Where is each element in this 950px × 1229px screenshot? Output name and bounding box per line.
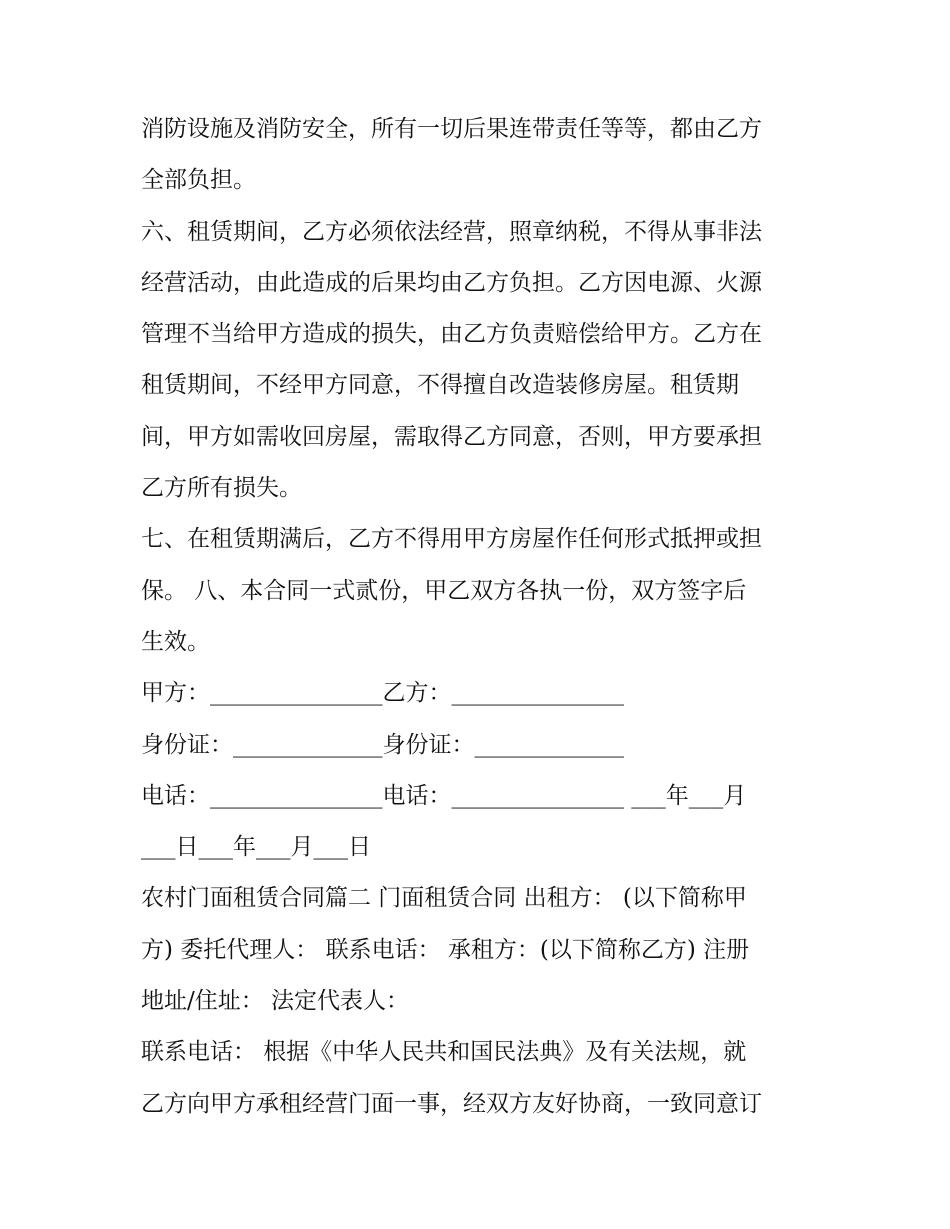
date-line: ___日___年___月___日 (141, 834, 371, 861)
phone-date-line: 电话：_______________电话：_______________ ___年___月 (141, 782, 747, 809)
text-line: 间，甲方如需收回房屋，需取得乙方同意，否则，甲方要承担 (141, 423, 762, 450)
text-line: 生效。 (141, 628, 210, 655)
text-line: 地址/住址： 法定代表人： (141, 988, 410, 1015)
text-line: 经营活动，由此造成的后果均由乙方负担。乙方因电源、火源 (141, 269, 762, 296)
text-line: 方) 委托代理人： 联系电话： 承租方：(以下简称乙方) 注册 (141, 936, 750, 963)
text-line: 管理不当给甲方造成的损失，由乙方负责赔偿给甲方。乙方在 (141, 321, 762, 348)
text-line: 七、在租赁期满后，乙方不得用甲方房屋作任何形式抵押或担 (141, 526, 762, 553)
text-line: 全部负担。 (141, 167, 256, 194)
id-card-line: 身份证：_____________身份证：_____________ (141, 731, 624, 758)
party-a-b-signature-line: 甲方：_______________乙方：_______________ (141, 680, 624, 707)
text-line: 租赁期间，不经甲方同意，不得擅自改造装修房屋。租赁期 (141, 372, 739, 399)
text-line: 六、租赁期间，乙方必须依法经营，照章纳税，不得从事非法 (141, 218, 762, 245)
text-line: 保。 八、本合同一式贰份，甲乙双方各执一份，双方签字后 (141, 577, 747, 604)
text-line: 农村门面租赁合同篇二 门面租赁合同 出租方： (以下简称甲 (141, 885, 747, 912)
text-line: 联系电话： 根据《中华人民共和国民法典》及有关法规，就 (141, 1039, 747, 1066)
document-body (141, 104, 821, 1130)
text-line: 消防设施及消防安全，所有一切后果连带责任等等，都由乙方 (141, 116, 762, 142)
text-line: 乙方所有损失。 (141, 475, 302, 502)
text-line: 乙方向甲方承租经营门面一事，经双方友好协商，一致同意订 (141, 1090, 762, 1117)
